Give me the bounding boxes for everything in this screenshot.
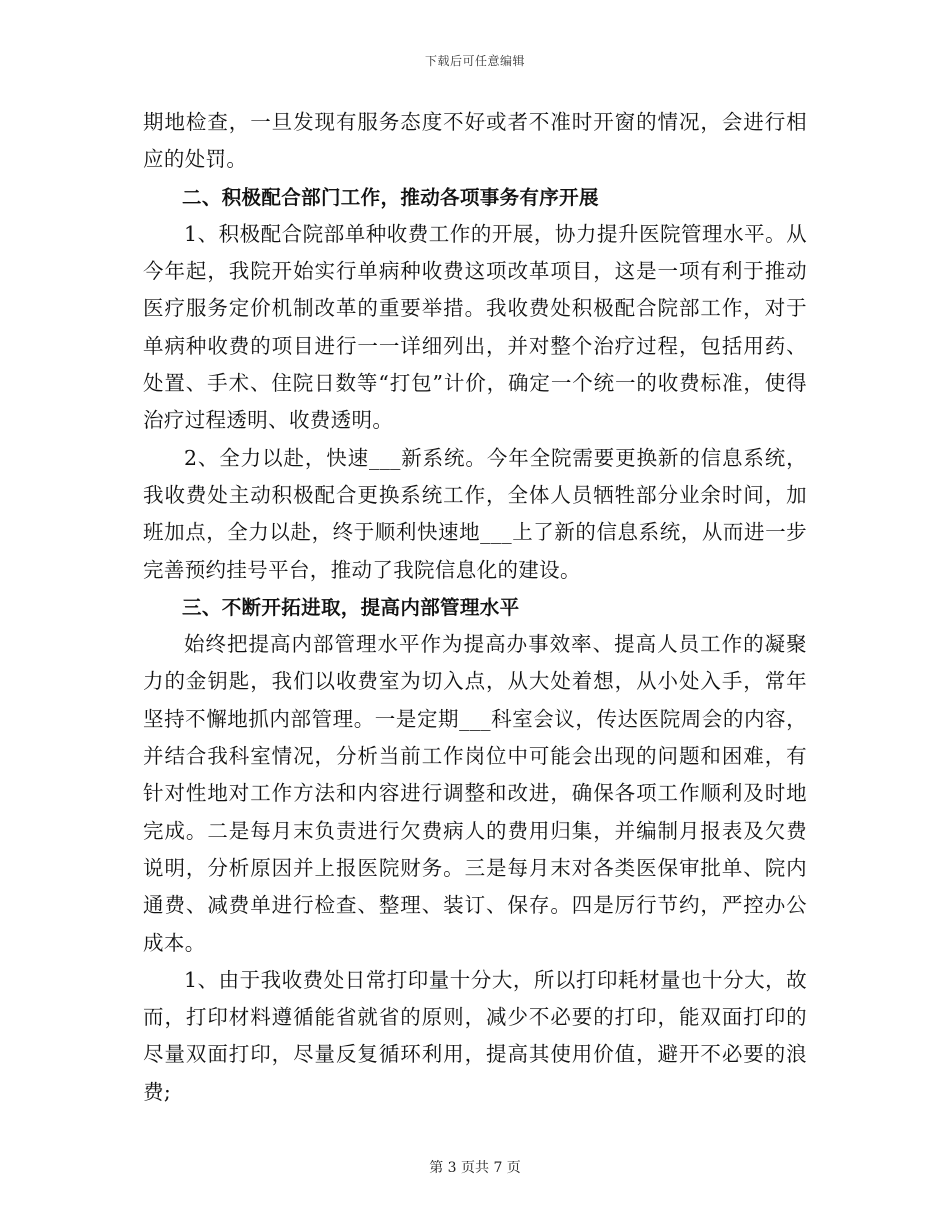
page-header: 下载后可任意编辑 xyxy=(424,54,525,68)
section-heading-2: 二、积极配合部门工作，推动各项事务有序开展 xyxy=(182,185,599,209)
page-footer: 第 3 页共 7 页 xyxy=(429,1160,521,1176)
document-body xyxy=(143,104,807,1111)
paragraph-item-2-new-system: 2、全力以赴，快速___新系统。今年全院需要更换新的信息系统，我收费处主动积极配合更换系统工作，全体人员牺牲部分业余时间，加班加点，全力以赴，终于顺利快速地___上了新的信息系统，从而进一步完善预约挂号平台，推动了我院信息化的建设。 xyxy=(143,445,807,582)
paragraph-item-1-printing: 1、由于我收费处日常打印量十分大，所以打印耗材量也十分大，故而，打印材料遵循能省就省的原则，减少不必要的打印，能双面打印的尽量双面打印，尽量反复循环利用，提高其使用价值，避开不必要的浪费; xyxy=(143,967,807,1104)
paragraph-continued: 期地检查，一旦发现有服务态度不好或者不准时开窗的情况，会进行相应的处罚。 xyxy=(143,110,807,172)
paragraph-item-1-unified-fee: 1、积极配合院部单种收费工作的开展，协力提升医院管理水平。从今年起，我院开始实行单病种收费这项改革项目，这是一项有利于推动医疗服务定价机制改革的重要举措。我收费处积极配合院部工作，对于单病种收费的项目进行一一详细列出，并对整个治疗过程，包括用药、处置、手术、住院日数等“打包”计价，确定一个统一的收费标准，使得治疗过程透明、收费透明。 xyxy=(143,221,807,433)
section-heading-3: 三、不断开拓进取，提高内部管理水平 xyxy=(182,595,520,619)
paragraph-internal-management: 始终把提高内部管理水平作为提高办事效率、提高人员工作的凝聚力的金钥匙，我们以收费室为切入点，从大处着想，从小处入手，常年坚持不懈地抓内部管理。一是定期___科室会议，传达医院周会的内容，并结合我科室情况，分析当前工作岗位中可能会出现的问题和困难，有针对性地对工作方法和内容进行调整和改进，确保各项工作顺利及时地完成。二是每月末负责进行欠费病人的费用归集，并编制月报表及欠费说明，分析原因并上报医院财务。三是每月末对各类医保审批单、院内通费、减费单进行检查、整理、装订、保存。四是厉行节约，严控办公成本。 xyxy=(143,632,807,955)
